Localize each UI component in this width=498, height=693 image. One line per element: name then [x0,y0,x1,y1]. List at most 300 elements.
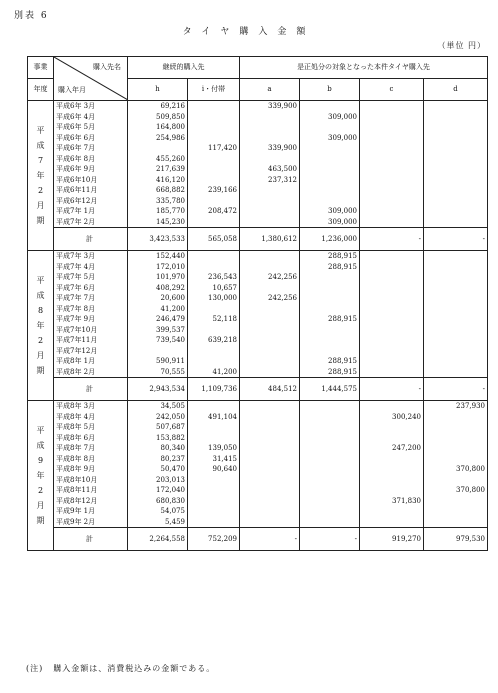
amount-cell-b [300,433,360,444]
amount-cell-c [360,133,424,144]
amount-cell-h: 399,537 [128,325,188,336]
amount-cell-h: 590,911 [128,356,188,367]
amount-cell-c [360,485,424,496]
table-row [28,367,488,378]
table-row [28,412,488,423]
subtotal-cell-c: - [360,228,424,251]
amount-cell-d [424,196,488,207]
amount-cell-a [240,283,300,294]
amount-cell-a: 237,312 [240,175,300,186]
amount-cell-h: 185,770 [128,206,188,217]
month-cell: 平成7年 7月 [54,293,128,304]
purchase-table [27,56,488,551]
month-cell: 平成8年12月 [54,496,128,507]
amount-cell-i [188,356,240,367]
month-cell: 平成7年 4月 [54,262,128,273]
amount-cell-a [240,314,300,325]
amount-cell-a [240,443,300,454]
amount-cell-b [300,506,360,517]
amount-cell-h: 455,260 [128,154,188,165]
amount-cell-b [300,143,360,154]
amount-cell-d [424,367,488,378]
subtotal-cell-h: 2,264,558 [128,528,188,551]
month-cell: 平成8年 7月 [54,443,128,454]
table-row [28,496,488,507]
subtotal-cell-b: 1,236,000 [300,228,360,251]
month-cell: 平成6年 7月 [54,143,128,154]
amount-cell-h: 507,687 [128,422,188,433]
amount-cell-i: 117,420 [188,143,240,154]
amount-cell-h: 668,882 [128,185,188,196]
era-char: 年 [36,171,45,180]
subtotal-cell-c: - [360,378,424,401]
amount-cell-h: 153,882 [128,433,188,444]
amount-cell-a [240,433,300,444]
era-char: 期 [36,516,45,525]
unit-label: （単位 円） [437,41,486,50]
amount-cell-d [424,206,488,217]
era-char: 2 [37,486,44,495]
table-row [28,346,488,357]
amount-cell-i [188,164,240,175]
amount-cell-i [188,433,240,444]
amount-cell-b [300,272,360,283]
subtotal-cell-a: 1,380,612 [240,228,300,251]
amount-cell-i: 10,657 [188,283,240,294]
amount-cell-i [188,196,240,207]
amount-cell-a: 463,500 [240,164,300,175]
amount-cell-c [360,272,424,283]
amount-cell-h: 54,075 [128,506,188,517]
table-row [28,272,488,283]
era-char: 年 [36,471,45,480]
subtotal-cell-c: 919,270 [360,528,424,551]
amount-cell-i [188,475,240,486]
amount-cell-a [240,325,300,336]
table-row [28,251,488,262]
amount-cell-d [424,422,488,433]
subtotal-row [28,378,488,401]
amount-cell-c [360,454,424,465]
amount-cell-d [424,122,488,133]
amount-cell-a: 242,256 [240,293,300,304]
amount-cell-d [424,164,488,175]
amount-cell-h: 101,970 [128,272,188,283]
amount-cell-d [424,325,488,336]
table-row [28,464,488,475]
month-cell: 平成8年 2月 [54,367,128,378]
amount-cell-d: 237,930 [424,401,488,412]
amount-cell-b: 309,000 [300,112,360,123]
amount-cell-d: 370,800 [424,464,488,475]
header-business-year-top: 事業 [28,57,54,79]
amount-cell-c [360,314,424,325]
amount-cell-i [188,175,240,186]
amount-cell-c: 371,830 [360,496,424,507]
header-col-c: c [360,79,424,101]
amount-cell-i: 130,000 [188,293,240,304]
footnote-text: 購入金額は、消費税込みの金額である。 [53,664,216,673]
era-char: 平 [36,276,45,285]
amount-cell-d [424,251,488,262]
amount-cell-d [424,154,488,165]
month-cell: 平成8年11月 [54,485,128,496]
month-cell: 平成7年 9月 [54,314,128,325]
subtotal-cell-d: 979,530 [424,528,488,551]
amount-cell-b [300,164,360,175]
amount-cell-h: 416,120 [128,175,188,186]
amount-cell-h: 20,600 [128,293,188,304]
subtotal-cell-i: 752,209 [188,528,240,551]
header-business-year-bottom: 年度 [28,79,54,101]
amount-cell-h: 41,200 [128,304,188,315]
amount-cell-b [300,325,360,336]
amount-cell-a [240,356,300,367]
subtotal-cell-h: 3,423,533 [128,228,188,251]
amount-cell-a: 339,900 [240,101,300,112]
amount-cell-c [360,356,424,367]
table-row [28,314,488,325]
amount-cell-h: 152,440 [128,251,188,262]
amount-cell-h: 145,230 [128,217,188,228]
amount-cell-h: 242,050 [128,412,188,423]
amount-cell-d [424,335,488,346]
table-row [28,433,488,444]
month-cell: 平成7年 5月 [54,272,128,283]
amount-cell-c [360,464,424,475]
amount-cell-d [424,101,488,112]
subtotal-cell-a: - [240,528,300,551]
amount-cell-b [300,454,360,465]
amount-cell-c: 247,200 [360,443,424,454]
month-cell: 平成6年 3月 [54,101,128,112]
amount-cell-c [360,185,424,196]
amount-cell-a [240,517,300,528]
amount-cell-d [424,412,488,423]
table-row [28,154,488,165]
subtotal-cell-i: 1,109,736 [188,378,240,401]
subtotal-label: 計 [54,528,128,551]
subtotal-cell-h: 2,943,534 [128,378,188,401]
amount-cell-d [424,175,488,186]
amount-cell-c [360,112,424,123]
amount-cell-b: 288,915 [300,356,360,367]
amount-cell-b [300,464,360,475]
footnote-marker: (注) [26,664,44,673]
amount-cell-c [360,325,424,336]
subtotal-row [28,228,488,251]
table-row [28,325,488,336]
amount-cell-d [424,143,488,154]
amount-cell-a: 339,900 [240,143,300,154]
amount-cell-d [424,304,488,315]
era-char: 平 [36,426,45,435]
table-row [28,217,488,228]
amount-cell-d [424,443,488,454]
amount-cell-h: 203,013 [128,475,188,486]
header-continuing-suppliers: 継続的購入先 [128,57,240,79]
era-char: 期 [36,216,45,225]
era-label [28,401,54,551]
amount-cell-h: 246,479 [128,314,188,325]
document-title: タイヤ購入金額 [182,27,316,37]
month-cell: 平成6年 8月 [54,154,128,165]
table-row [28,262,488,273]
amount-cell-a [240,304,300,315]
amount-cell-a [240,251,300,262]
amount-cell-a [240,412,300,423]
era-char: 月 [36,201,45,210]
table-row [28,164,488,175]
amount-cell-c [360,283,424,294]
header-supplier-name: 購入先名 [93,63,121,71]
amount-cell-c [360,346,424,357]
amount-cell-c [360,143,424,154]
table-row [28,185,488,196]
era-char: 月 [36,351,45,360]
amount-cell-a: 242,256 [240,272,300,283]
amount-cell-d [424,314,488,325]
amount-cell-i: 639,218 [188,335,240,346]
era-char: 平 [36,126,45,135]
amount-cell-c [360,164,424,175]
amount-cell-b [300,475,360,486]
era-char: 成 [36,441,45,450]
amount-cell-c [360,422,424,433]
amount-cell-a [240,112,300,123]
amount-cell-i [188,122,240,133]
amount-cell-b [300,346,360,357]
amount-cell-b: 309,000 [300,206,360,217]
amount-cell-b [300,485,360,496]
era-char: 8 [37,306,44,315]
amount-cell-d [424,506,488,517]
month-cell: 平成8年 5月 [54,422,128,433]
amount-cell-c [360,367,424,378]
table-row [28,454,488,465]
amount-cell-i [188,101,240,112]
amount-cell-a [240,464,300,475]
month-cell: 平成7年 8月 [54,304,128,315]
month-cell: 平成9年 2月 [54,517,128,528]
amount-cell-i [188,304,240,315]
amount-cell-h: 509,850 [128,112,188,123]
month-cell: 平成6年 9月 [54,164,128,175]
month-cell: 平成8年10月 [54,475,128,486]
table-row [28,356,488,367]
amount-cell-d [424,496,488,507]
month-cell: 平成9年 1月 [54,506,128,517]
amount-cell-b: 288,915 [300,314,360,325]
amount-cell-c [360,217,424,228]
table-row [28,143,488,154]
subtotal-row [28,528,488,551]
amount-cell-c [360,293,424,304]
era-char: 7 [37,156,44,165]
amount-cell-d [424,433,488,444]
table-row [28,206,488,217]
amount-cell-b [300,335,360,346]
month-cell: 平成8年 4月 [54,412,128,423]
amount-cell-a [240,475,300,486]
month-cell: 平成6年12月 [54,196,128,207]
table-row [28,517,488,528]
amount-cell-a [240,346,300,357]
amount-cell-i [188,401,240,412]
table-body [28,101,488,551]
amount-cell-c [360,475,424,486]
subtotal-cell-a: 484,512 [240,378,300,401]
header-col-d: d [424,79,488,101]
table-row [28,443,488,454]
amount-cell-b [300,122,360,133]
amount-cell-a [240,454,300,465]
amount-cell-i [188,325,240,336]
amount-cell-i [188,485,240,496]
table-row [28,335,488,346]
amount-cell-d [424,346,488,357]
amount-cell-c [360,262,424,273]
amount-cell-b [300,196,360,207]
amount-cell-h: 70,555 [128,367,188,378]
amount-cell-b [300,517,360,528]
amount-cell-i: 491,104 [188,412,240,423]
table-row [28,196,488,207]
amount-cell-b [300,283,360,294]
amount-cell-d [424,262,488,273]
amount-cell-i [188,154,240,165]
era-char: 期 [36,366,45,375]
amount-cell-b: 288,915 [300,367,360,378]
amount-cell-b [300,422,360,433]
amount-cell-a [240,196,300,207]
table-row [28,422,488,433]
month-cell: 平成7年 6月 [54,283,128,294]
month-cell: 平成8年 3月 [54,401,128,412]
subtotal-cell-i: 565,058 [188,228,240,251]
amount-cell-b: 309,000 [300,217,360,228]
amount-cell-h [128,143,188,154]
amount-cell-c [360,154,424,165]
amount-cell-i [188,217,240,228]
amount-cell-c [360,251,424,262]
amount-cell-i: 90,640 [188,464,240,475]
era-label [28,101,54,251]
amount-cell-b: 309,000 [300,133,360,144]
amount-cell-c [360,506,424,517]
month-cell: 平成6年 6月 [54,133,128,144]
era-char: 9 [37,456,44,465]
era-label [28,251,54,401]
header-col-i: i・付帯 [188,79,240,101]
table-row [28,475,488,486]
month-cell: 平成8年 9月 [54,464,128,475]
amount-cell-a [240,206,300,217]
amount-cell-b [300,101,360,112]
sheet-label: 別表 6 [14,11,49,21]
amount-cell-d [424,454,488,465]
amount-cell-a [240,506,300,517]
amount-cell-b [300,443,360,454]
amount-cell-d [424,272,488,283]
amount-cell-d [424,217,488,228]
amount-cell-b [300,175,360,186]
table-row [28,112,488,123]
amount-cell-d [424,112,488,123]
table-row [28,401,488,412]
amount-cell-c: 300,240 [360,412,424,423]
amount-cell-h: 172,040 [128,485,188,496]
header-purchase-month: 購入年月 [58,85,86,94]
subtotal-label: 計 [54,228,128,251]
subtotal-cell-b: 1,444,575 [300,378,360,401]
era-char: 2 [37,186,44,195]
amount-cell-i [188,422,240,433]
amount-cell-b: 288,915 [300,262,360,273]
amount-cell-c [360,206,424,217]
amount-cell-i [188,346,240,357]
amount-cell-c [360,122,424,133]
subtotal-cell-b: - [300,528,360,551]
month-cell: 平成8年 1月 [54,356,128,367]
amount-cell-h: 164,800 [128,122,188,133]
subtotal-cell-d: - [424,228,488,251]
header-correction-group: 是正処分の対象となった本件タイヤ購入先 [240,57,488,79]
amount-cell-a [240,154,300,165]
amount-cell-d [424,356,488,367]
table-row [28,175,488,186]
month-cell: 平成7年12月 [54,346,128,357]
amount-cell-i: 52,118 [188,314,240,325]
amount-cell-i: 208,472 [188,206,240,217]
amount-cell-a [240,367,300,378]
month-cell: 平成6年10月 [54,175,128,186]
subtotal-label: 計 [54,378,128,401]
header-col-b: b [300,79,360,101]
amount-cell-i [188,496,240,507]
month-cell: 平成6年11月 [54,185,128,196]
amount-cell-d [424,293,488,304]
month-cell: 平成6年 5月 [54,122,128,133]
amount-cell-h: 217,639 [128,164,188,175]
footnote [26,663,225,674]
amount-cell-h: 50,470 [128,464,188,475]
amount-cell-a [240,335,300,346]
amount-cell-h [128,346,188,357]
amount-cell-b [300,304,360,315]
amount-cell-h: 80,237 [128,454,188,465]
amount-cell-h: 34,505 [128,401,188,412]
header-col-a: a [240,79,300,101]
month-cell: 平成7年11月 [54,335,128,346]
amount-cell-d: 370,800 [424,485,488,496]
amount-cell-c [360,517,424,528]
table-row [28,283,488,294]
amount-cell-a [240,133,300,144]
amount-cell-i: 41,200 [188,367,240,378]
subtotal-cell-d: - [424,378,488,401]
amount-cell-c [360,401,424,412]
amount-cell-b [300,154,360,165]
amount-cell-d [424,185,488,196]
table-row [28,293,488,304]
amount-cell-d [424,283,488,294]
header-diagonal-cell [54,57,128,101]
amount-cell-a [240,422,300,433]
amount-cell-d [424,517,488,528]
amount-cell-h: 80,340 [128,443,188,454]
amount-cell-i [188,506,240,517]
